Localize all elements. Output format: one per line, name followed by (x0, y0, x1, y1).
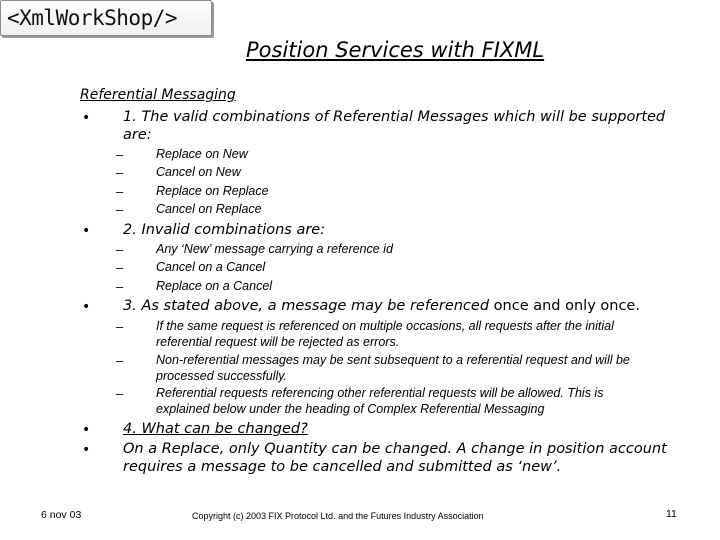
bullet-1: • (82, 110, 91, 126)
bullet-2: • (82, 223, 91, 239)
item-line: 4. What can be changed? (123, 421, 308, 437)
sub-item (156, 319, 614, 350)
sub-item: Cancel on New (156, 165, 241, 179)
sub-item: Replace on New (156, 147, 248, 161)
dash: – (116, 242, 124, 257)
sub-line: Referential requests referencing other referential requests will be allowed. This is (156, 386, 604, 400)
item-text: 3. As stated above, a message may be referenced (123, 298, 490, 314)
item-line: On a Replace, only Quantity can be changed. A change in position account (123, 441, 667, 457)
sub-item: Cancel on a Cancel (156, 260, 266, 274)
dash: – (116, 202, 124, 217)
dash: – (116, 386, 124, 401)
xmlworkshop-logo (0, 0, 212, 36)
list-item-5 (123, 440, 667, 476)
sub-line: referential request will be rejected as errors. (156, 334, 400, 349)
item-emphasis: once and only once. (489, 298, 640, 314)
sub-item: Replace on Replace (156, 184, 269, 198)
sub-line: If the same request is referenced on multiple occasions, all requests after the initial (156, 319, 614, 333)
sub-line: explained below under the heading of Complex Referential Messaging (156, 401, 545, 416)
dash: – (116, 260, 124, 275)
sub-item (156, 353, 630, 384)
slide-title: Position Services with FIXML (246, 38, 545, 62)
dash: – (116, 165, 124, 180)
sub-item: Replace on a Cancel (156, 279, 273, 293)
dash: – (116, 147, 124, 162)
item-line: 1. The valid combinations of Referential Messages which will be supported (123, 109, 666, 125)
sub-line: Non-referential messages may be sent subsequent to a referential request and will be (156, 353, 630, 367)
list-item-3 (123, 297, 640, 315)
section-heading: Referential Messaging (80, 87, 236, 103)
page-number: 11 (666, 508, 677, 520)
list-item-2 (123, 221, 325, 239)
list-item-1 (123, 108, 665, 144)
sub-item: Cancel on Replace (156, 202, 262, 216)
logo-text: <XmlWorkShop/> (7, 6, 178, 30)
dash: – (116, 353, 124, 368)
dash: – (116, 184, 124, 199)
bullet-4: • (82, 422, 91, 438)
bullet-3: • (82, 299, 91, 315)
sub-item: Any ‘New’ message carrying a reference id (156, 242, 393, 256)
dash: – (116, 319, 124, 334)
bullet-5: • (82, 442, 91, 458)
item-line: requires a message to be cancelled and submitted as ‘new’. (123, 459, 562, 475)
item-line: are: (123, 127, 152, 143)
list-item-4 (123, 420, 308, 438)
footer-date: 6 nov 03 (41, 509, 82, 521)
sub-item (156, 386, 603, 417)
sub-line: processed successfully. (156, 368, 288, 383)
item-line: 2. Invalid combinations are: (123, 222, 326, 238)
footer-copyright: Copyright (c) 2003 FIX Protocol Ltd. and the Futures Industry Association (192, 511, 484, 521)
dash: – (116, 279, 124, 294)
